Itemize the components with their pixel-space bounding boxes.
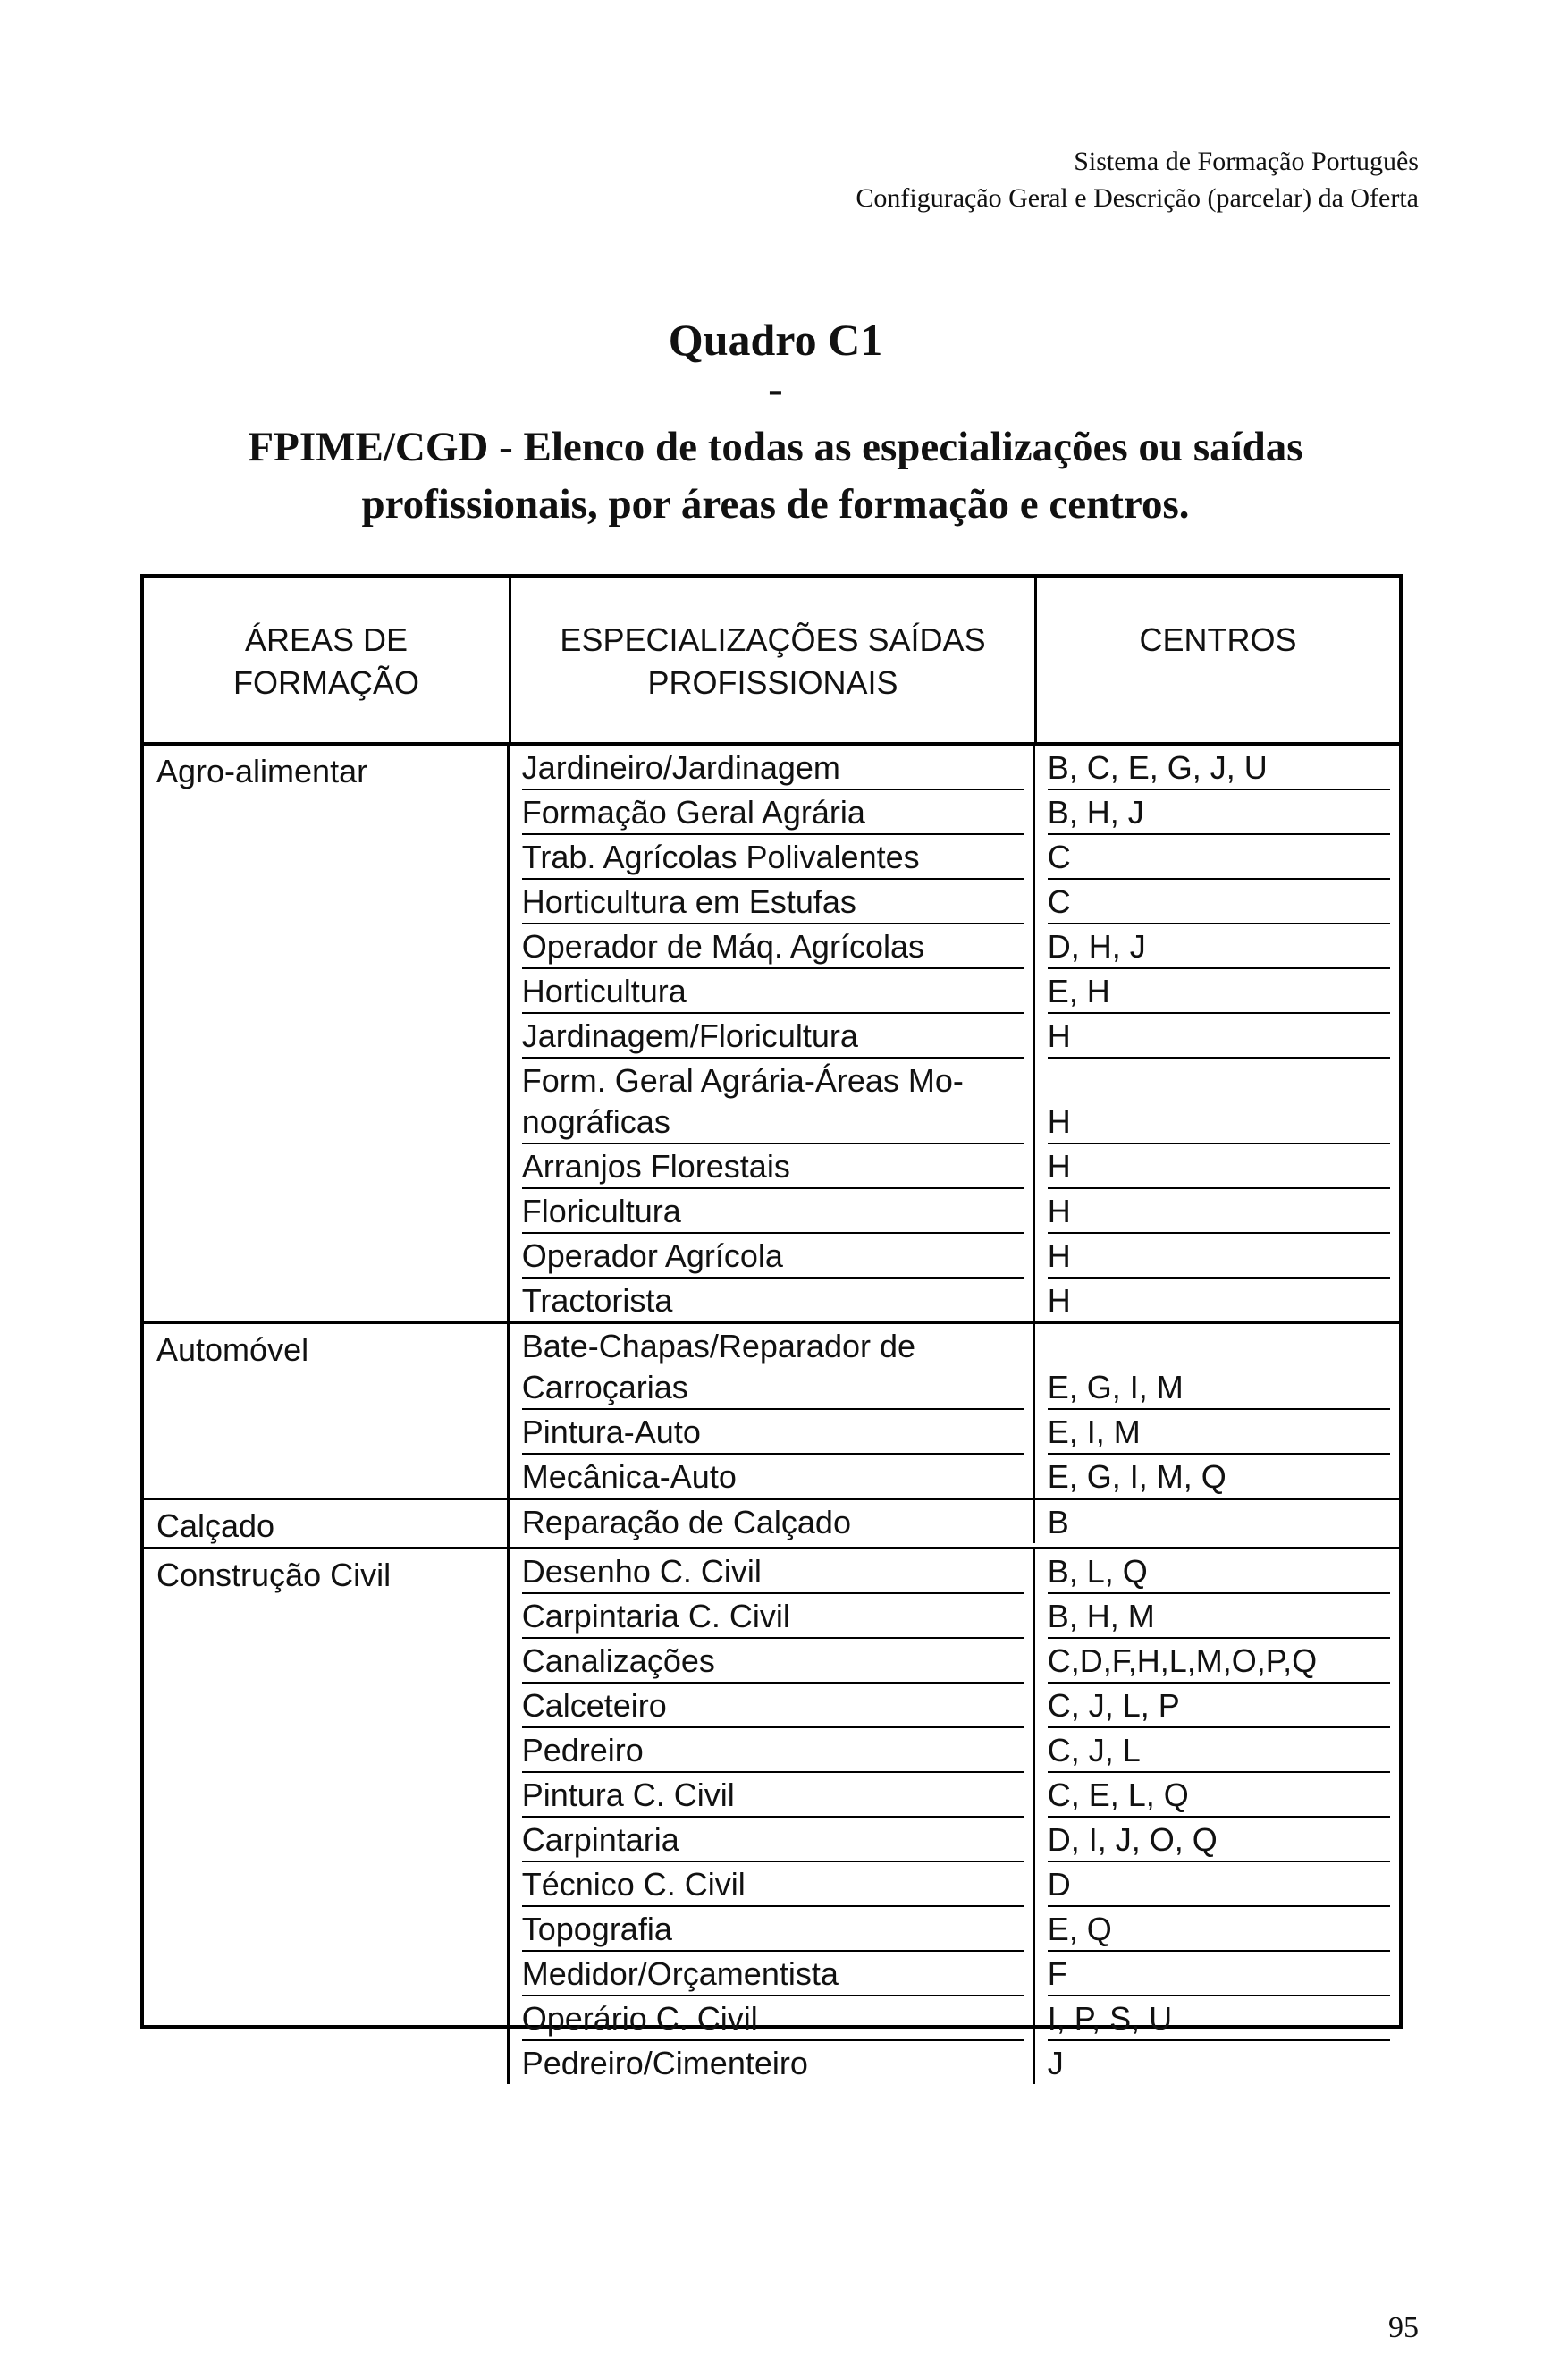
table-row bbox=[510, 1594, 1399, 1639]
table-row bbox=[510, 1014, 1399, 1059]
table-row bbox=[510, 1728, 1399, 1773]
centros-cell: B, C, E, G, J, U bbox=[1035, 746, 1399, 790]
centros-cell: H bbox=[1035, 1144, 1399, 1189]
especializacao-cell: Desenho C. Civil bbox=[510, 1549, 1035, 1594]
especializacao-cell: Tractorista bbox=[510, 1279, 1035, 1321]
especializacao-cell: Operário C. Civil bbox=[510, 1996, 1035, 2041]
table-row bbox=[510, 969, 1399, 1014]
especializacao-cell: Topografia bbox=[510, 1907, 1035, 1952]
area-group bbox=[144, 1549, 1399, 2084]
table-row bbox=[510, 1639, 1399, 1684]
especializacao-cell: Pedreiro/Cimenteiro bbox=[510, 2041, 1035, 2084]
table-row bbox=[510, 1324, 1399, 1410]
especializacao-cell: Pintura-Auto bbox=[510, 1410, 1035, 1455]
table-row bbox=[510, 1773, 1399, 1818]
centros-cell: D, I, J, O, Q bbox=[1035, 1818, 1399, 1862]
table-row bbox=[510, 1500, 1399, 1543]
centros-cell: B, H, M bbox=[1035, 1594, 1399, 1639]
especializacao-cell: Arranjos Florestais bbox=[510, 1144, 1035, 1189]
table-title: Quadro C1 bbox=[668, 315, 883, 365]
table-row bbox=[510, 1684, 1399, 1728]
especializacao-cell: Carpintaria C. Civil bbox=[510, 1594, 1035, 1639]
table-row bbox=[510, 1952, 1399, 1996]
document-title bbox=[0, 313, 1551, 533]
table-row bbox=[510, 1455, 1399, 1498]
especializacao-cell: Jardineiro/Jardinagem bbox=[510, 746, 1035, 790]
area-group bbox=[144, 1500, 1399, 1549]
centros-cell: C, J, L, P bbox=[1035, 1684, 1399, 1728]
area-cell: Automóvel bbox=[144, 1324, 510, 1498]
especializacao-cell: Pintura C. Civil bbox=[510, 1773, 1035, 1818]
table-row bbox=[510, 1818, 1399, 1862]
especializacao-cell: Operador de Máq. Agrícolas bbox=[510, 924, 1035, 969]
table-row bbox=[510, 1189, 1399, 1234]
area-group bbox=[144, 746, 1399, 1324]
centros-cell: D, H, J bbox=[1035, 924, 1399, 969]
centros-cell: C,D,F,H,L,M,O,P,Q bbox=[1035, 1639, 1399, 1684]
area-cell: Calçado bbox=[144, 1500, 510, 1547]
especializacao-cell: Trab. Agrícolas Polivalentes bbox=[510, 835, 1035, 880]
table-row bbox=[510, 1549, 1399, 1594]
centros-cell: B bbox=[1047, 1504, 1069, 1540]
table-row bbox=[510, 1907, 1399, 1952]
table-row bbox=[510, 790, 1399, 835]
table-row bbox=[510, 924, 1399, 969]
centros-cell: H bbox=[1035, 1014, 1399, 1059]
especializacao-cell: Calceteiro bbox=[510, 1684, 1035, 1728]
table-subtitle: FPIME/CGD - Elenco de todas as especializações ou saídas profissionais, por áreas de formação e centros. bbox=[248, 424, 1303, 527]
table-row bbox=[510, 2041, 1399, 2084]
header-line-2: Configuração Geral e Descrição (parcelar) da Oferta bbox=[856, 183, 1419, 213]
centros-cell: H bbox=[1035, 1189, 1399, 1234]
especializacao-cell: Reparação de Calçado bbox=[510, 1500, 1035, 1543]
centros-cell: H bbox=[1035, 1234, 1399, 1279]
centros-cell: E, G, I, M, Q bbox=[1047, 1458, 1226, 1495]
centros-cell: B, H, J bbox=[1035, 790, 1399, 835]
table-row bbox=[510, 1234, 1399, 1279]
area-cell: Agro-alimentar bbox=[144, 746, 510, 1321]
especializacao-cell: Técnico C. Civil bbox=[510, 1862, 1035, 1907]
header-areas: ÁREAS DE FORMAÇÃO bbox=[144, 578, 511, 742]
table-row bbox=[510, 835, 1399, 880]
table-header-row bbox=[144, 578, 1399, 746]
page-number: 95 bbox=[1388, 2311, 1419, 2344]
especializacao-cell: Mecânica-Auto bbox=[510, 1455, 1035, 1498]
centros-cell: C bbox=[1035, 880, 1399, 924]
table-row bbox=[510, 1410, 1399, 1455]
header-line-1: Sistema de Formação Português bbox=[1074, 147, 1419, 176]
especializacao-cell: Operador Agrícola bbox=[510, 1234, 1035, 1279]
especializacao-cell: Canalizações bbox=[510, 1639, 1035, 1684]
table-row bbox=[510, 1059, 1399, 1144]
table-row bbox=[510, 880, 1399, 924]
especializacao-cell: Formação Geral Agrária bbox=[510, 790, 1035, 835]
especializacao-cell: Floricultura bbox=[510, 1189, 1035, 1234]
especializacao-cell: Horticultura bbox=[510, 969, 1035, 1014]
area-cell: Construção Civil bbox=[144, 1549, 510, 2084]
table-row bbox=[510, 1144, 1399, 1189]
header-centros: CENTROS bbox=[1139, 621, 1297, 658]
especializacao-cell: Carpintaria bbox=[510, 1818, 1035, 1862]
specializations-table bbox=[140, 574, 1403, 2081]
especializacao-cell: Medidor/Orçamentista bbox=[510, 1952, 1035, 1996]
centros-cell: E, H bbox=[1035, 969, 1399, 1014]
running-header bbox=[856, 143, 1419, 216]
title-separator: - bbox=[768, 363, 783, 413]
centros-cell: D bbox=[1035, 1862, 1399, 1907]
centros-cell: E, Q bbox=[1035, 1907, 1399, 1952]
centros-cell: C, J, L bbox=[1035, 1728, 1399, 1773]
especializacao-cell: Bate-Chapas/Reparador de Carroçarias bbox=[510, 1324, 1035, 1410]
especializacao-cell: Pedreiro bbox=[510, 1728, 1035, 1773]
centros-cell: I, P, S, U bbox=[1035, 1996, 1399, 2041]
centros-cell: B, L, Q bbox=[1035, 1549, 1399, 1594]
centros-cell: H bbox=[1035, 1059, 1399, 1144]
especializacao-cell: Horticultura em Estufas bbox=[510, 880, 1035, 924]
centros-cell: J bbox=[1047, 2045, 1064, 2081]
centros-cell: E, I, M bbox=[1035, 1410, 1399, 1455]
area-group bbox=[144, 1324, 1399, 1500]
especializacao-cell: Jardinagem/Floricultura bbox=[510, 1014, 1035, 1059]
especializacao-cell: Form. Geral Agrária-Áreas Mo-nográficas bbox=[510, 1059, 1035, 1144]
centros-cell: E, G, I, M bbox=[1035, 1324, 1399, 1410]
table-row bbox=[510, 1862, 1399, 1907]
header-especializacoes: ESPECIALIZAÇÕES SAÍDAS PROFISSIONAIS bbox=[511, 578, 1037, 742]
table-body bbox=[144, 746, 1399, 2084]
centros-cell: F bbox=[1035, 1952, 1399, 1996]
centros-cell: C bbox=[1035, 835, 1399, 880]
table-row bbox=[510, 1996, 1399, 2041]
centros-cell: H bbox=[1047, 1282, 1071, 1319]
table-row bbox=[510, 746, 1399, 790]
centros-cell: C, E, L, Q bbox=[1035, 1773, 1399, 1818]
table-row bbox=[510, 1279, 1399, 1321]
